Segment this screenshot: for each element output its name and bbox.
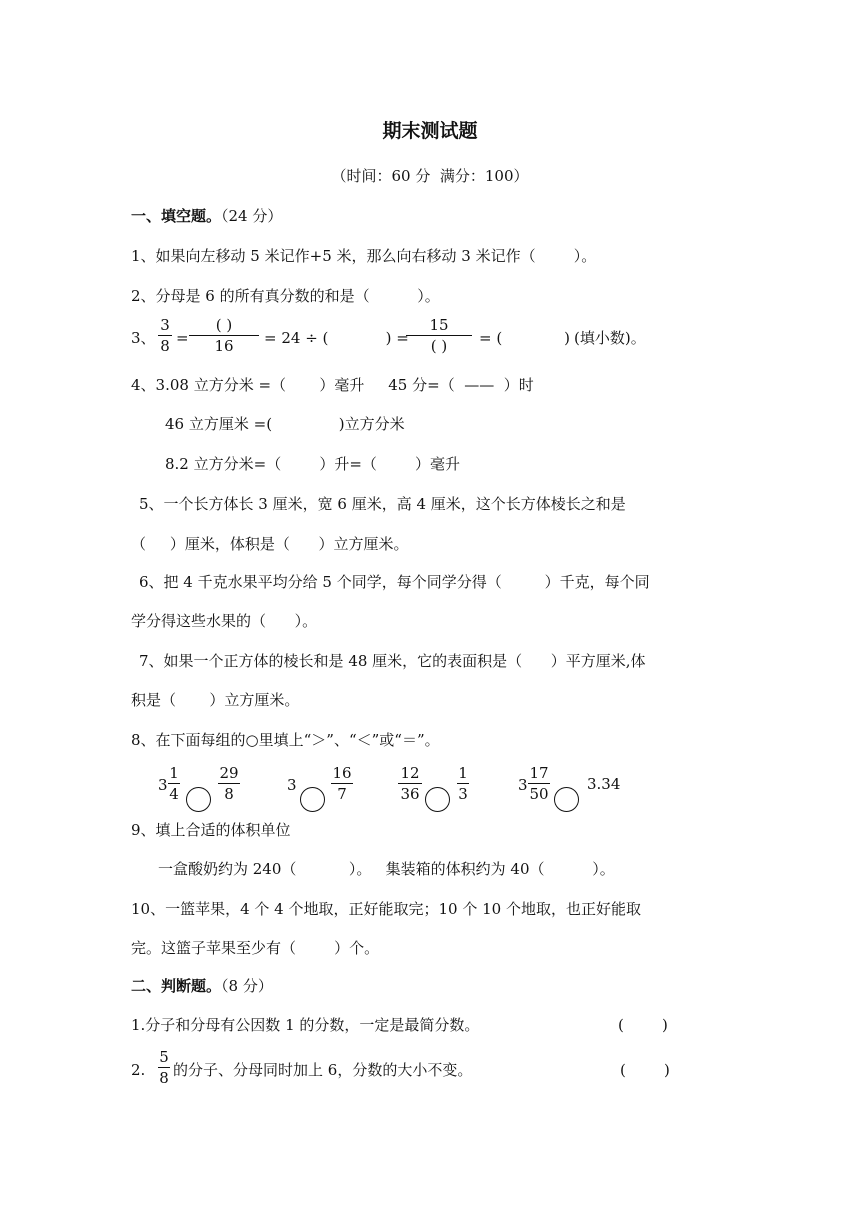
- fraction-bar: [158, 1067, 170, 1068]
- question-2-1: 1.分子和分母有公因数 1 的分数，一定是最简分数。: [131, 1016, 480, 1034]
- mixed-whole: 3: [158, 776, 168, 794]
- fraction-5-8: [158, 1048, 170, 1087]
- fraction-denominator: 8: [224, 785, 234, 803]
- question-1-2: 2、分母是 6 的所有真分数的和是（ ）。: [131, 287, 440, 305]
- fraction-bar: [331, 783, 353, 784]
- question-1-8: 8、在下面每组的○里填上“＞”、“＜”或“＝”。: [131, 731, 440, 749]
- question-1-7-line-2: 积是（ ）立方厘米。: [131, 691, 300, 709]
- question-1-10-line-1: 10、一篮苹果，4 个 4 个地取，正好能取完；10 个 10 个地取，也正好能取: [131, 900, 641, 918]
- fraction-denominator: 50: [529, 785, 549, 803]
- fraction-bar: [457, 783, 469, 784]
- division-expression: = 24 ÷ ( ) =: [264, 329, 409, 347]
- fraction-numerator: 17: [529, 764, 549, 782]
- fraction-3-8: [158, 316, 172, 355]
- decimal-blank: = ( ): [479, 329, 571, 347]
- fraction-denominator: 3: [458, 785, 468, 803]
- fraction-denominator: 8: [160, 337, 170, 355]
- fraction-denominator: 7: [337, 785, 347, 803]
- section-1-heading: 一、填空题。: [131, 207, 222, 225]
- fraction-numerator: 16: [332, 764, 352, 782]
- question-1-9: 9、填上合适的体积单位: [131, 821, 291, 839]
- fraction: [331, 764, 353, 803]
- mixed-whole: 3: [518, 776, 528, 794]
- section-1-header: [131, 206, 282, 226]
- fraction-numerator: 3: [160, 316, 170, 334]
- question-1-10-line-2: 完。这篮子苹果至少有（ ）个。: [131, 939, 380, 957]
- fraction-bar: [218, 783, 240, 784]
- fraction: [528, 764, 550, 803]
- fraction-bar: [158, 335, 172, 336]
- decimal-number: 3.34: [587, 775, 621, 793]
- question-1-4-line-1: 4、3.08 立方分米 =（ ）毫升 45 分=（ —— ）时: [131, 376, 534, 394]
- comparison-circle[interactable]: [300, 787, 325, 812]
- fraction-blank-16: [189, 316, 259, 355]
- fraction-numerator: 1: [169, 764, 179, 782]
- fraction-numerator: 5: [159, 1048, 169, 1066]
- question-1-7-line-1: 7、如果一个正方体的棱长和是 48 厘米，它的表面积是（ ）平方厘米,体: [139, 652, 646, 670]
- fill-decimal-note: (填小数)。: [574, 329, 646, 347]
- question-1-1: 1、如果向左移动 5 米记作+5 米，那么向右移动 3 米记作（ ）。: [131, 247, 597, 265]
- question-1-3-label: 3、: [131, 329, 156, 347]
- comparison-circle[interactable]: [186, 787, 211, 812]
- section-2-heading: 二、判断题。: [131, 977, 222, 995]
- question-1-6-line-2: 学分得这些水果的（ ）。: [131, 612, 318, 630]
- question-1-4-line-3: 8.2 立方分米=（ ）升=（ ）毫升: [165, 455, 461, 473]
- fraction-numerator: 1: [458, 764, 468, 782]
- fraction-numerator: 29: [219, 764, 239, 782]
- question-1-5-line-1: 5、一个长方体长 3 厘米，宽 6 厘米，高 4 厘米，这个长方体棱长之和是: [139, 495, 626, 513]
- fraction-denominator: 8: [159, 1069, 169, 1087]
- fraction-denominator: 16: [214, 337, 234, 355]
- question-1-4-line-2: 46 立方厘米 =( )立方分米: [165, 415, 405, 433]
- exam-info: （时间：60 分 满分：100）: [331, 167, 529, 185]
- section-1-score: （24 分）: [221, 207, 283, 225]
- fraction-denominator: 36: [400, 785, 420, 803]
- fraction-numerator: ( ): [215, 316, 233, 334]
- fraction-bar: [398, 783, 422, 784]
- question-2-2-label: 2.: [131, 1061, 146, 1079]
- fraction-numerator: 12: [400, 764, 420, 782]
- fraction-numerator: 15: [429, 316, 449, 334]
- equals-sign: =: [176, 329, 189, 347]
- question-1-5-line-2: （ ）厘米，体积是（ ）立方厘米。: [131, 535, 409, 553]
- fraction: [218, 764, 240, 803]
- fraction: [457, 764, 469, 803]
- question-2-2: 的分子、分母同时加上 6，分数的大小不变。: [173, 1061, 473, 1079]
- answer-paren: ( ): [618, 1016, 668, 1034]
- fraction-bar: [406, 335, 472, 336]
- question-1-6-line-1: 6、把 4 千克水果平均分给 5 个同学，每个同学分得（ ）千克，每个同: [139, 573, 650, 591]
- comparison-circle[interactable]: [554, 787, 579, 812]
- answer-paren: ( ): [620, 1061, 670, 1079]
- section-2-score: （8 分）: [221, 977, 273, 995]
- fraction-bar: [189, 335, 259, 336]
- section-2-header: [131, 976, 273, 996]
- fraction-bar: [528, 783, 550, 784]
- fraction-denominator: 4: [169, 785, 179, 803]
- whole-number: 3: [287, 776, 297, 794]
- comparison-circle[interactable]: [425, 787, 450, 812]
- fraction-15-blank: [406, 316, 472, 355]
- page-title: 期末测试题: [382, 120, 478, 142]
- fraction-bar: [168, 783, 180, 784]
- fraction-denominator: ( ): [430, 337, 448, 355]
- question-1-9-line-2: 一盒酸奶约为 240（ ）。 集装箱的体积约为 40（ ）。: [158, 860, 615, 878]
- fraction: [398, 764, 422, 803]
- fraction: [168, 764, 180, 803]
